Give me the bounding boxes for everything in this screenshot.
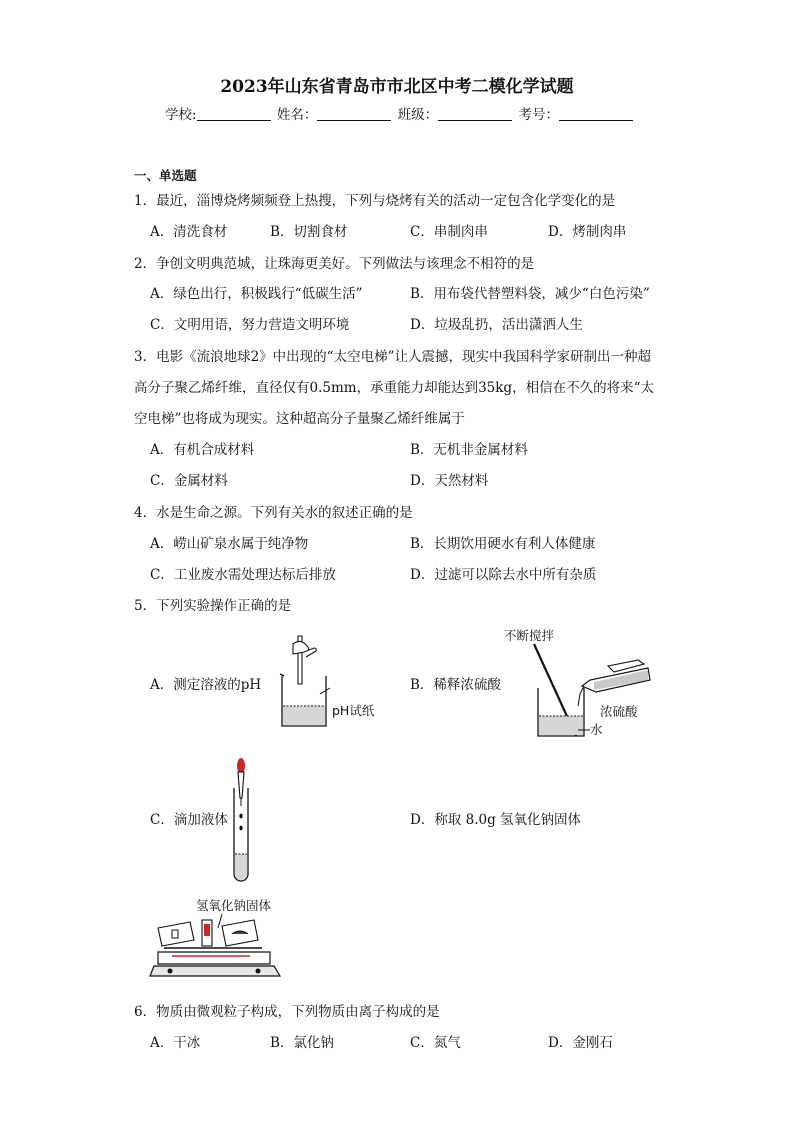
q4-option-a: A．崂山矿泉水属于纯净物 <box>150 536 309 552</box>
q5-option-c: C．滴加液体 <box>150 812 228 828</box>
class-blank <box>438 106 512 121</box>
question-3-stem-line-2: 高分子聚乙烯纤维，直径仅有0.5mm，承重能力却能达到35kg，相信在不久的将来“太 <box>134 380 654 396</box>
dilute-acid-illustration <box>498 624 678 744</box>
dropper-illustration <box>228 758 258 884</box>
q5-option-b: B．稀释浓硫酸 <box>410 677 501 693</box>
ph-paper-label: pH试纸 <box>332 703 375 718</box>
q3-option-a: A．有机合成材料 <box>150 442 255 458</box>
q2-option-b: B．用布袋代替塑料袋，减少“白色污染” <box>410 286 650 302</box>
question-6-stem: 6．物质由微观粒子构成，下列物质由离子构成的是 <box>134 1004 440 1020</box>
question-5-stem: 5．下列实验操作正确的是 <box>134 598 292 614</box>
q6-option-c: C．氮气 <box>410 1035 461 1051</box>
q1-option-b: B．切割食材 <box>270 224 348 240</box>
q2-option-a: A．绿色出行，积极践行“低碳生活” <box>150 286 363 302</box>
question-3-stem-line-1: 3．电影《流浪地球2》中出现的“太空电梯”让人震撼，现实中我国科学家研制出一种超 <box>134 349 651 365</box>
q5-option-a: A．测定溶液的pH <box>150 677 262 693</box>
question-1-stem: 1．最近，淄博烧烤频频登上热搜，下列与烧烤有关的活动一定包含化学变化的是 <box>134 193 616 209</box>
stir-label: 不断搅拌 <box>504 628 555 643</box>
q2-option-c: C．文明用语，努力营造文明环境 <box>150 317 350 333</box>
sodium-hydroxide-label: 氢氧化钠固体 <box>196 898 272 913</box>
name-blank <box>317 106 391 121</box>
balance-illustration <box>150 890 300 990</box>
exam-number-blank <box>559 106 633 121</box>
q3-option-d: D．天然材料 <box>410 473 489 489</box>
q3-option-b: B．无机非金属材料 <box>410 442 528 458</box>
water-label: 水 <box>590 722 603 737</box>
concentrated-acid-label: 浓硫酸 <box>600 704 638 719</box>
q4-option-d: D．过滤可以除去水中所有杂质 <box>410 567 597 583</box>
q1-option-c: C．串制肉串 <box>410 224 488 240</box>
q1-option-a: A．清洗食材 <box>150 224 228 240</box>
name-label: 姓名： <box>276 107 318 123</box>
q5-option-d: D．称取 8.0g 氢氧化钠固体 <box>410 812 582 828</box>
question-3-stem-line-3: 空电梯”也将成为现实。这种超高分子量聚乙烯纤维属于 <box>134 411 465 427</box>
class-label: 班级： <box>397 107 439 123</box>
ph-test-illustration <box>278 636 388 732</box>
q2-option-d: D．垃圾乱扔，活出潇洒人生 <box>410 317 583 333</box>
q4-option-b: B．长期饮用硬水有利人体健康 <box>410 536 596 552</box>
section-heading: 一、单选题 <box>134 168 197 183</box>
q4-option-c: C．工业废水需处理达标后排放 <box>150 567 336 583</box>
q3-option-c: C．金属材料 <box>150 473 228 489</box>
question-2-stem: 2．争创文明典范城，让珠海更美好。下列做法与该理念不相符的是 <box>134 256 535 272</box>
q1-option-d: D．烤制肉串 <box>548 224 627 240</box>
question-4-stem: 4．水是生命之源。下列有关水的叙述正确的是 <box>134 505 413 521</box>
q6-option-d: D．金刚石 <box>548 1035 613 1051</box>
page-title: 2023年山东省青岛市市北区中考二模化学试题 <box>220 77 574 97</box>
student-info-line <box>165 103 635 123</box>
q6-option-b: B．氯化钠 <box>270 1035 334 1051</box>
school-blank <box>197 106 271 121</box>
q6-option-a: A．干冰 <box>150 1035 201 1051</box>
exam-number-label: 考号： <box>518 107 559 123</box>
school-label: 学校: <box>165 107 197 123</box>
